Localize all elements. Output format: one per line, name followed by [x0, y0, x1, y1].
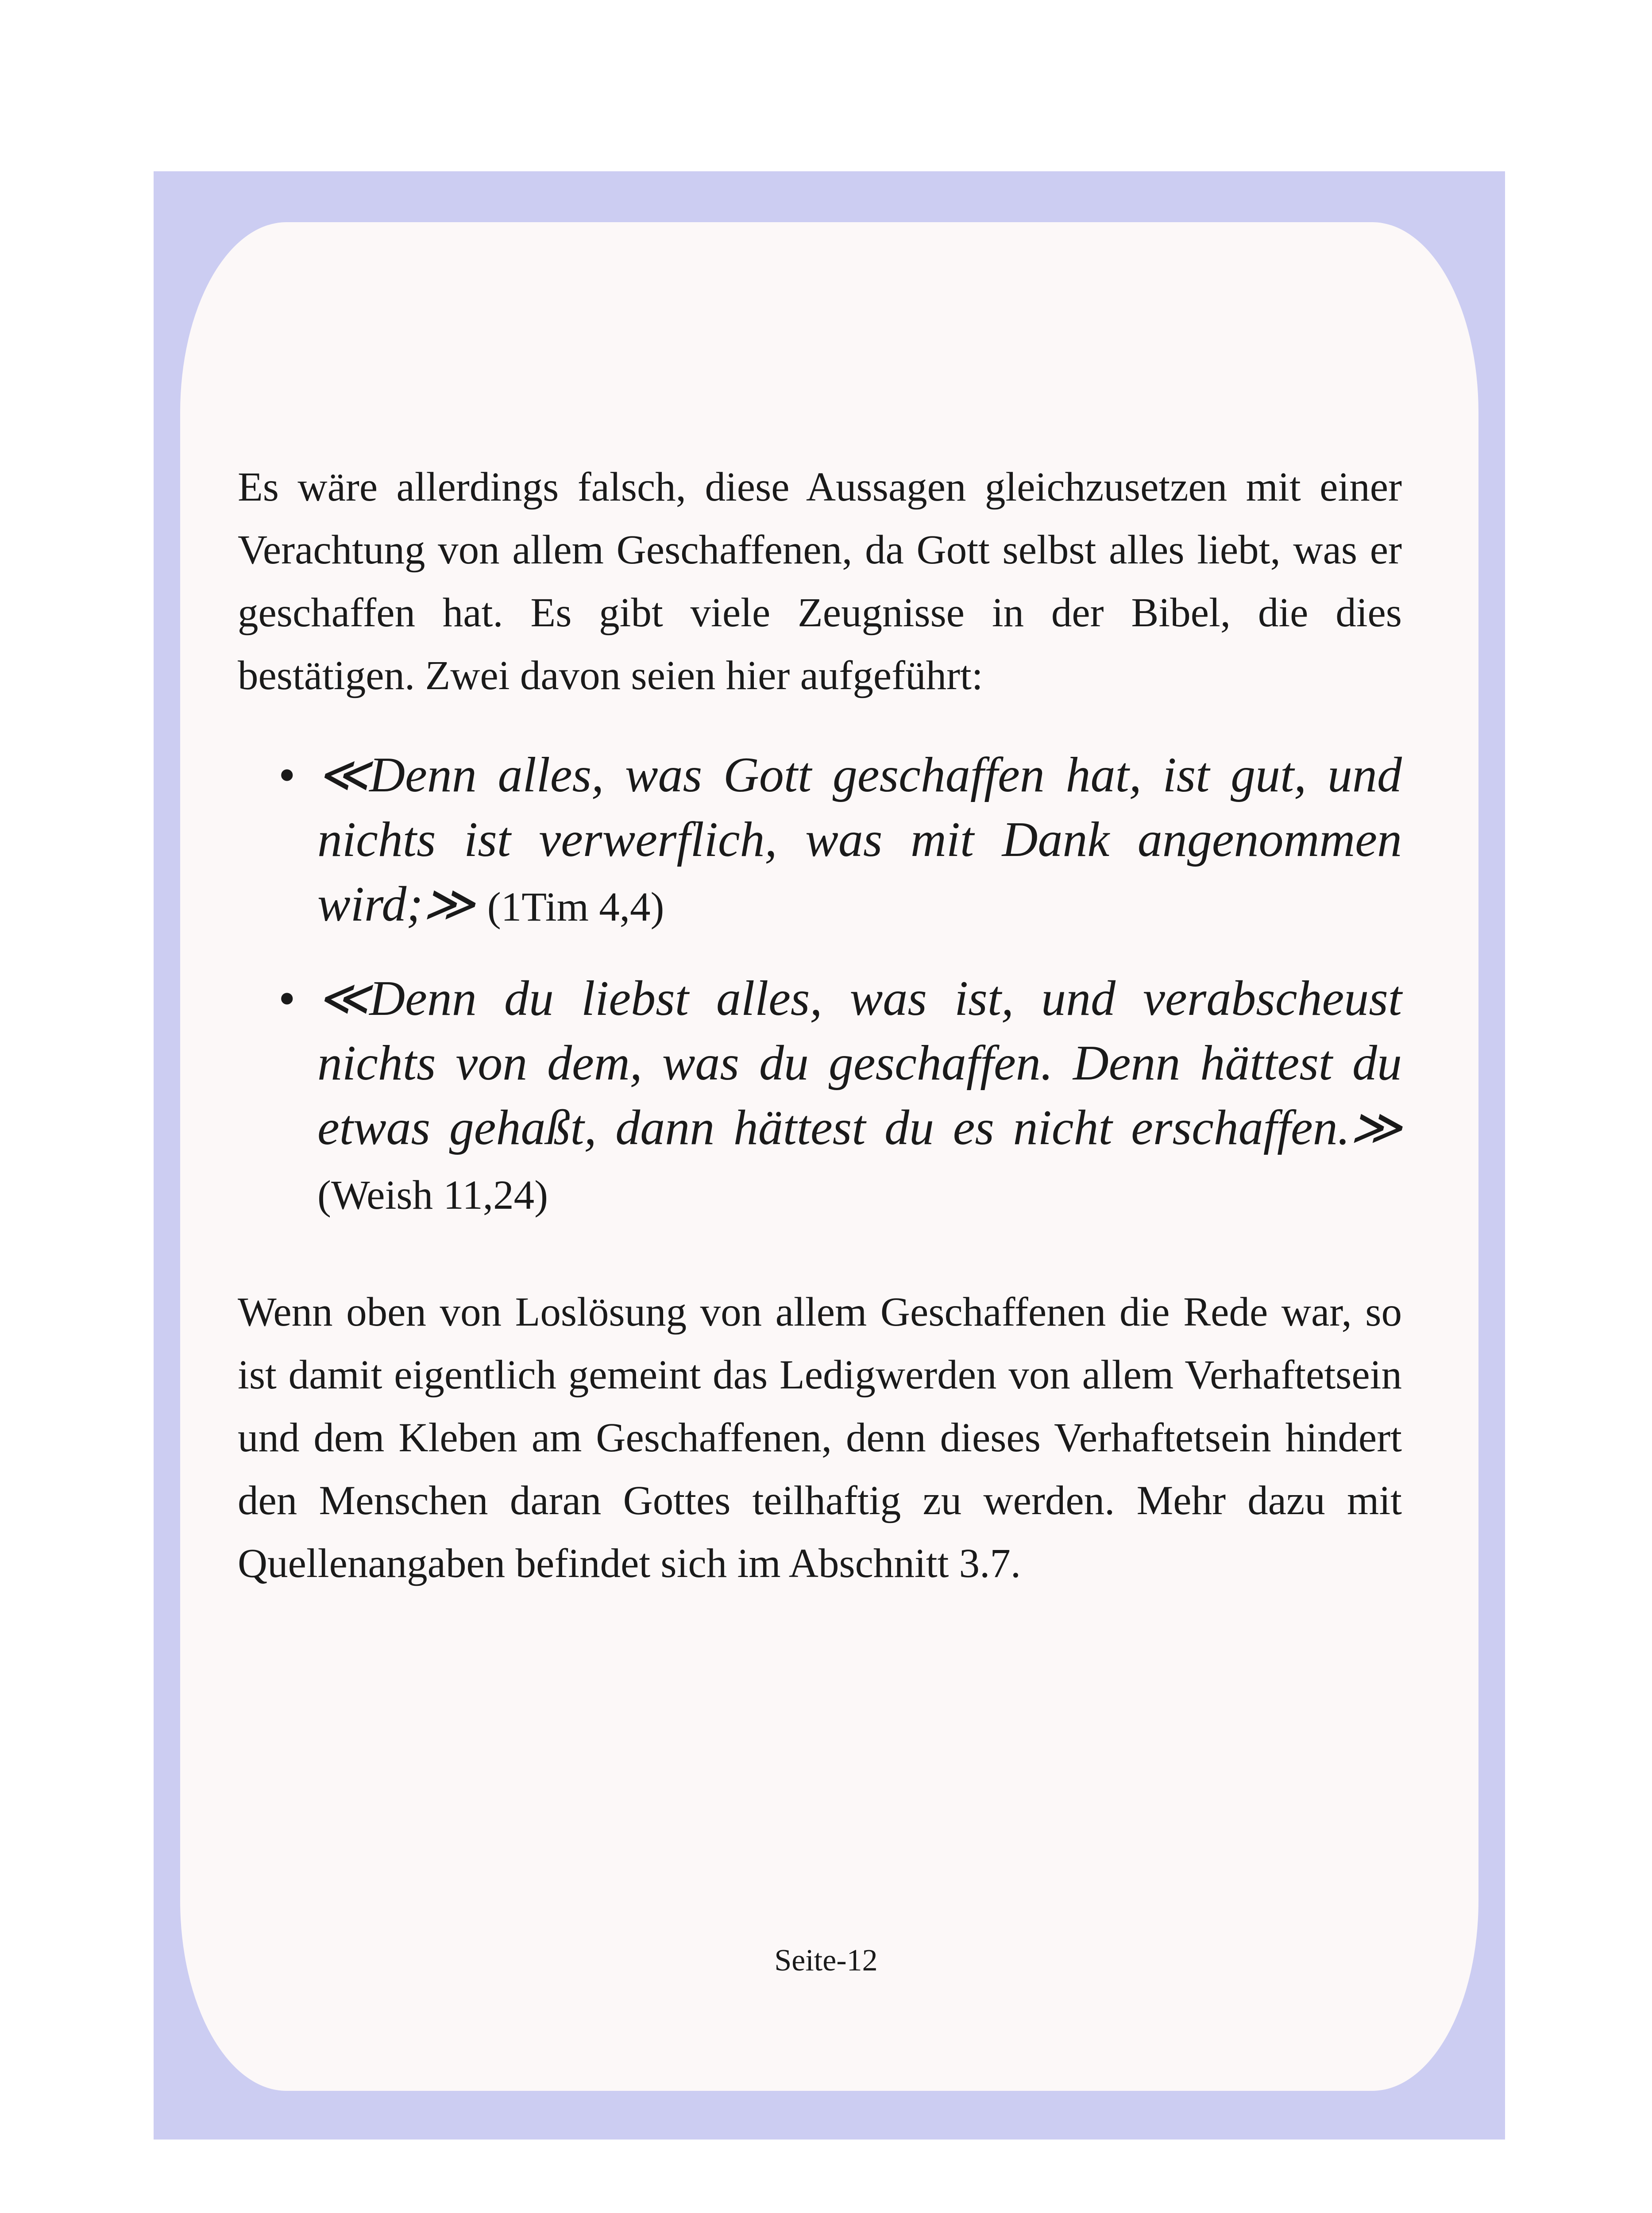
quote-reference: (Weish 11,24)	[317, 1172, 548, 1218]
quote-body	[317, 743, 1402, 940]
intro-paragraph: Es wäre allerdings falsch, diese Aussagen gleichzusetzen mit einer Verachtung von allem Geschaffenen, da Gott selbst alles liebt, was er geschaffen hat. Es gibt viele Zeugnisse in der Bibel, die dies bestätigen. Zwei davon seien hier aufgeführt:	[238, 464, 1402, 698]
quote-item	[238, 966, 1402, 1228]
page-content	[238, 456, 1402, 1595]
closing-paragraph: Wenn oben von Loslösung von allem Geschaffenen die Rede war, so ist damit eigentlich gemeint das Ledigwerden von allem Verhaftetsein und dem Kleben am Geschaffenen, denn dieses Verhaftetsein hindert den Menschen daran Gottes teilhaftig zu werden. Mehr dazu mit Quellenangaben befindet sich im Abschnitt 3.7.	[238, 1289, 1402, 1586]
bullet-icon: •	[278, 748, 296, 802]
page-number: Seite-12	[774, 1943, 878, 1978]
bullet-icon: •	[278, 972, 296, 1026]
quote-body	[317, 966, 1402, 1228]
quote-item	[238, 743, 1402, 940]
quote-list	[238, 743, 1402, 1228]
quote-text: ≪Denn du liebst alles, was ist, und verabscheust nichts von dem, was du geschaffen. Denn hättest du etwas gehaßt, dann hättest du es nicht erschaffen.≫	[317, 971, 1402, 1155]
quote-text: ≪Denn alles, was Gott geschaffen hat, ist gut, und nichts ist verwerflich, was mit Dank angenommen wird;≫	[317, 748, 1402, 932]
quote-reference: (1Tim 4,4)	[487, 884, 664, 930]
